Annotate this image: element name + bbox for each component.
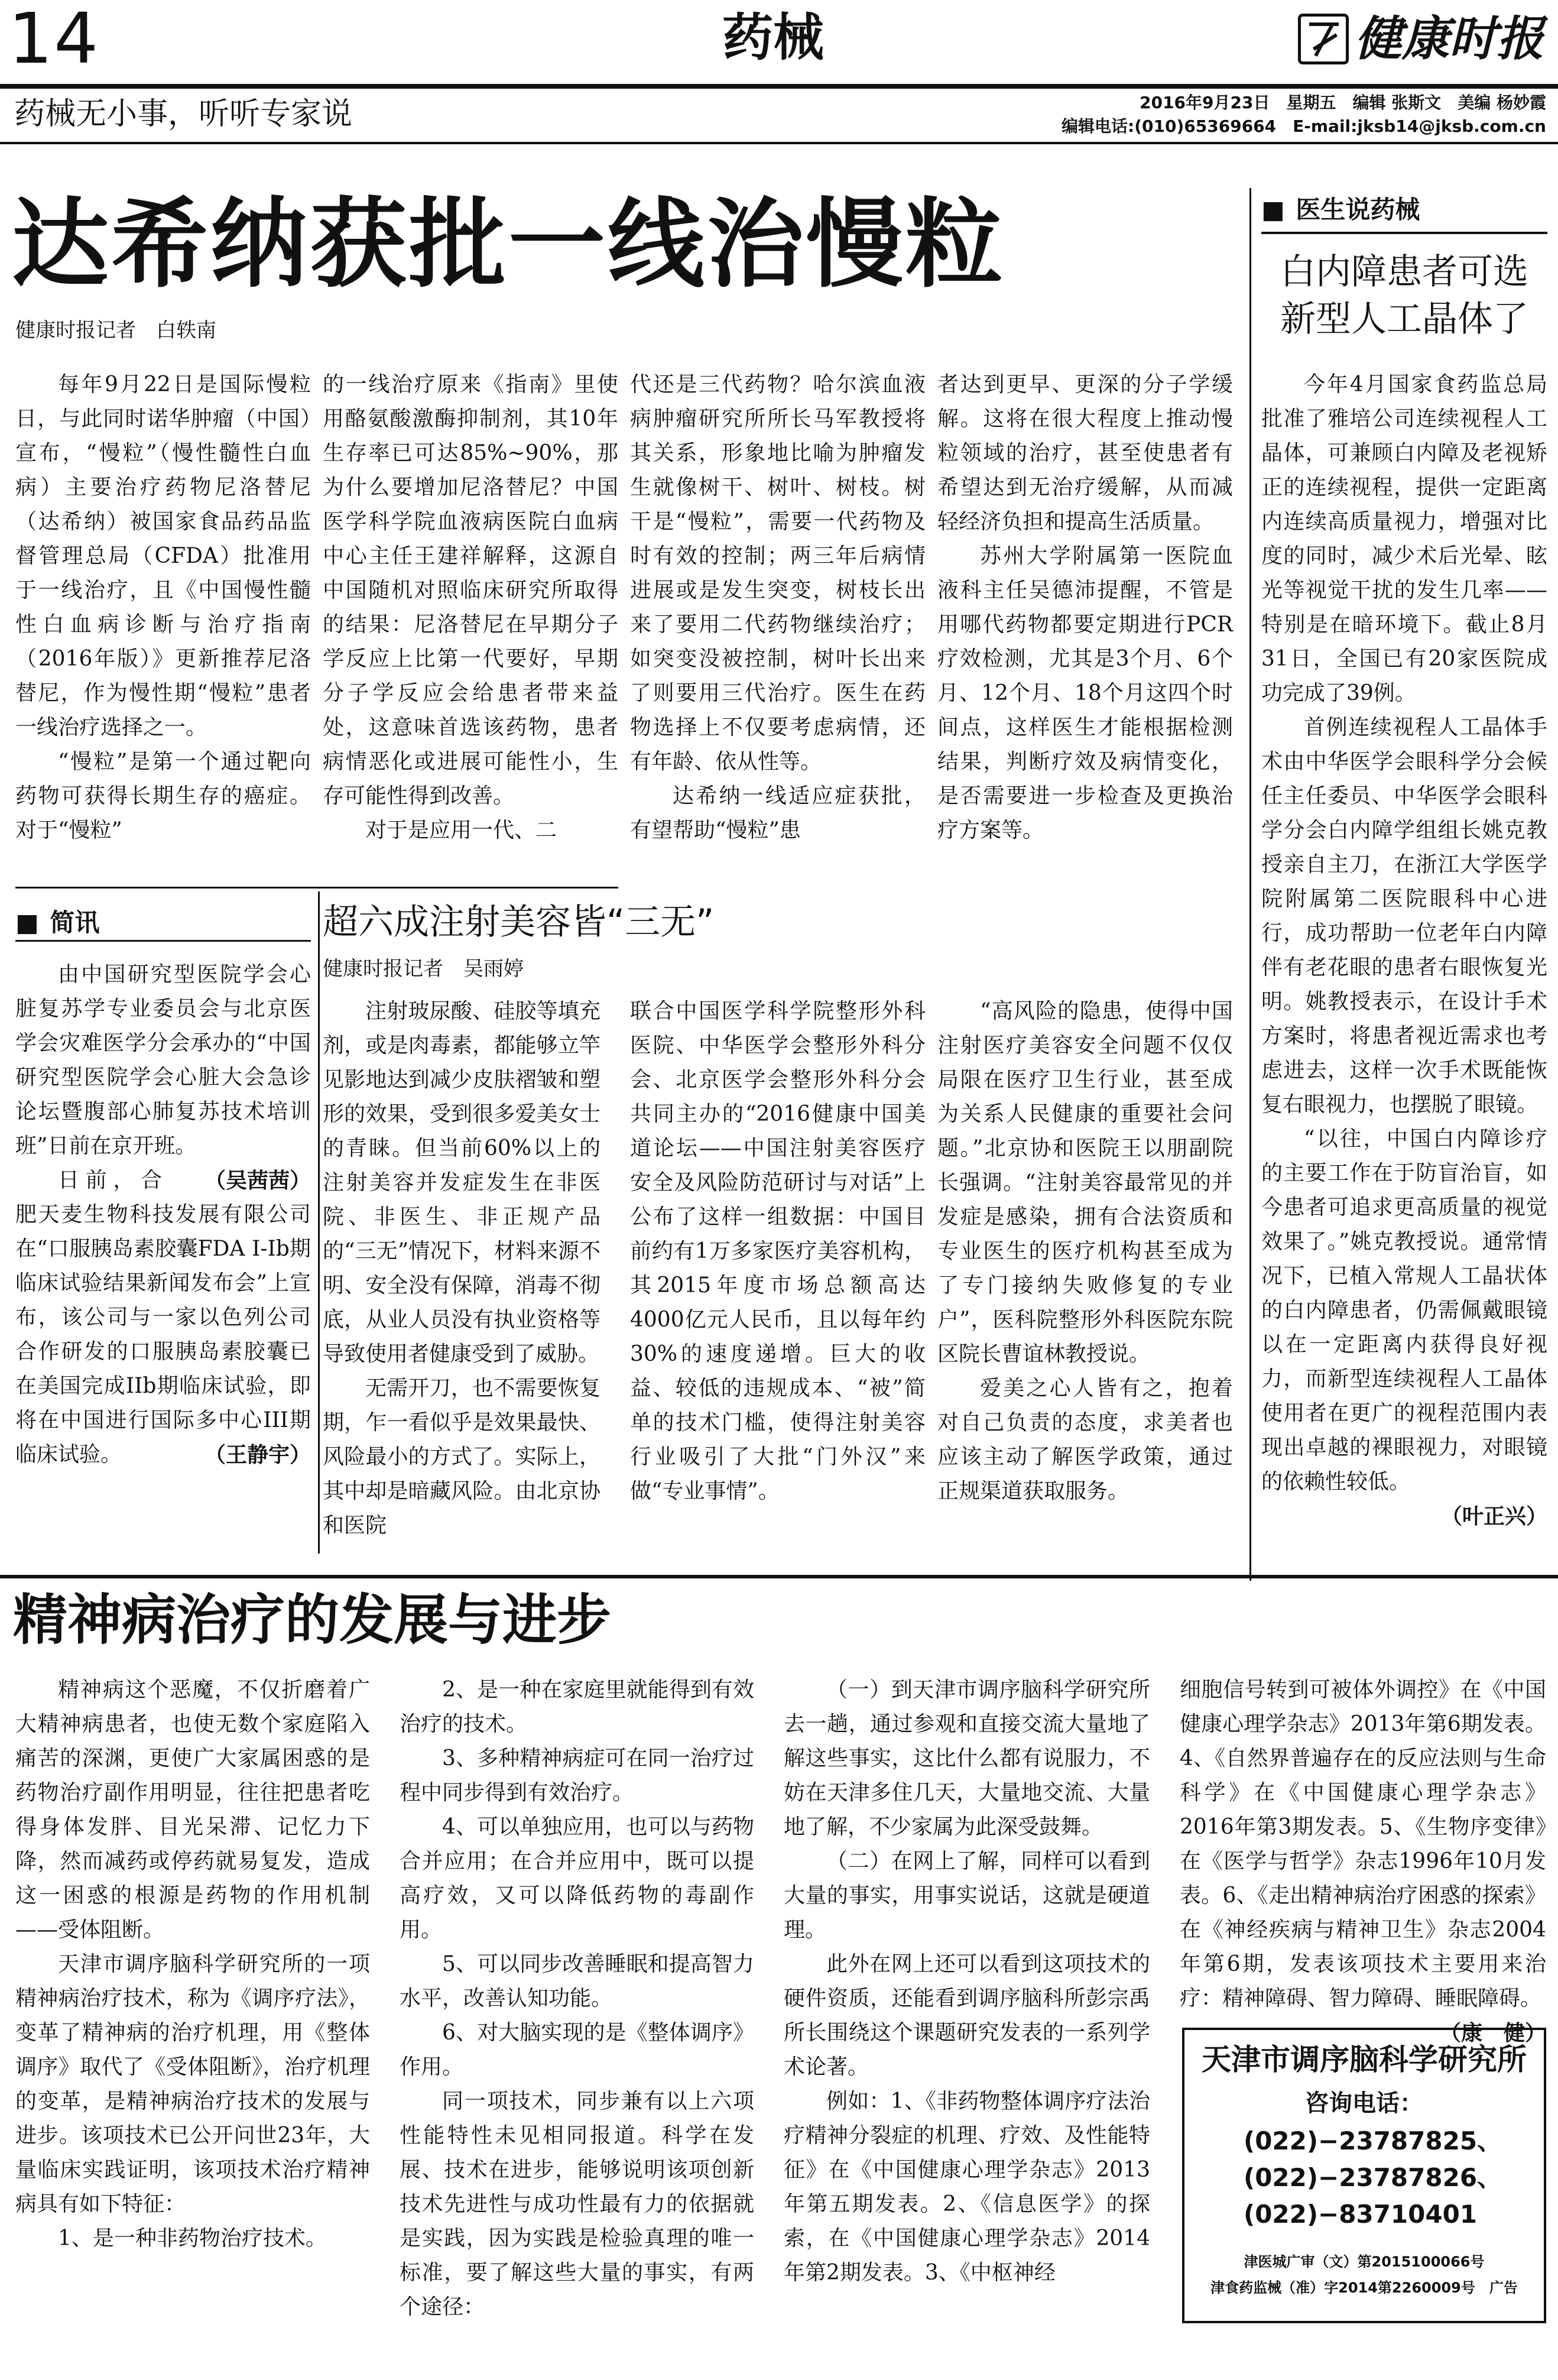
- page-slogan: 药械无小事，听听专家说: [14, 96, 353, 132]
- paragraph: 苏州大学附属第一医院血液科主任吴德沛提醒，不管是用哪代药物都要定期进行PCR疗效检测，尤其是3个月、6个月、12个月、18个月这四个时间点，这样医生才能根据检测结果，判断疗效及病情变化，是否需要进一步检查及更换治疗方案等。: [937, 544, 1233, 842]
- newspaper-logo: [1298, 11, 1544, 67]
- lead-column-1: [15, 368, 311, 882]
- ad-consult-label: 咨询电话：: [1305, 2090, 1423, 2117]
- paragraph: 4、可以单独应用，也可以与药物合并应用；在合并应用中，既可以提高疗效，又可以降低药物的毒副作用。: [400, 1815, 754, 1942]
- psych-column-1: [15, 1673, 370, 2347]
- author-signature: （王静宇）: [204, 1442, 311, 1467]
- paragraph: 的一线治疗原来《指南》里使用酪氨酸激酶抑制剂，其10年生存率已可达85%~90%，那为什么要增加尼洛替尼？中国医学科学院血液病医院白血病中心主任王建祥解释，这源自中国随机对照临床研究所取得的结果：尼洛替尼在早期分子学反应上比第一代要好，早期分子学反应会给患者带来益处，这意味首选该药物，患者病情恶化或进展可能性小，生存可能性得到改善。: [323, 372, 618, 808]
- paragraph: 今年4月国家食药监总局批准了雅培公司连续视程人工晶体，可兼顾白内障及老视矫正的连续视程，提供一定距离内连续高质量视力，增强对比度的同时，减少术后光晕、眩光等视觉干扰的发生几率——特别是在暗环境下。截止8月31日，全国已有20家医院成功完成了39例。: [1261, 372, 1547, 705]
- psych-column-2: [400, 1673, 754, 2347]
- logo-emblem-icon: [1298, 14, 1349, 64]
- ad-phone: (022)−83710401: [1244, 2200, 1478, 2229]
- brief-body: [15, 958, 311, 1555]
- ad-phone: (022)−23787826、: [1244, 2163, 1502, 2192]
- paragraph: （二）在网上了解，同样可以看到大量的事实，用事实说话，这就是硬道理。: [784, 1849, 1150, 1942]
- paragraph: 细胞信号转到可被体外调控》在《中国健康心理学杂志》2013年第6期发表。4、《自然界普遍存在的反应法则与生命科学》在《中国健康心理学杂志》2016年第3期发表。5、《生物序变律》在《医学与哲学》杂志1996年10月发表。6、《走出精神病治疗困惑的探索》在《神经疾病与精神卫生》杂志2004年第6期，发表该项技术主要用来治疗：精神障碍、智力障碍、睡眠障碍。 （康 健）: [1180, 1673, 1546, 2016]
- paragraph: 爱美之心人皆有之，抱着对自己负责的态度，求美者也应该主动了解医学政策，通过正规渠道获取服务。: [937, 1376, 1233, 1503]
- paragraph: 6、对大脑实现的是《整体调序》作用。: [400, 2021, 754, 2079]
- beauty-byline: 健康时报记者 吴雨婷: [323, 957, 524, 981]
- paragraph: 2、是一种在家庭里就能得到有效治疗的技术。: [400, 1678, 754, 1736]
- paragraph: 无需开刀，也不需要恢复期，乍一看似乎是效果最快、风险最小的方式了。实际上，其中却是暗藏风险。由北京协和医院: [323, 1376, 601, 1538]
- paragraph: 由中国研究型医院学会心脏复苏学专业委员会与北京医学会灾难医学分会承办的“中国研究型医院学会心脏大会急诊论坛暨腹部心肺复苏技术培训班”日前在京开班。 （吴茜茜）: [15, 958, 311, 1163]
- paragraph: 此外在网上还可以看到这项技术的硬件资质，还能看到调序脑科所彭宗禹所长围绕这个课题研究发表的一系列学术论著。: [784, 1952, 1150, 2079]
- paragraph: （一）到天津市调序脑科学研究所去一趟，通过参观和直接交流大量地了解这些事实，这比什么都有说服力，不妨在天津多住几天，大量地交流、大量地了解，不少家属为此深受鼓舞。: [784, 1678, 1150, 1839]
- paragraph: 日前，合肥天麦生物科技发展有限公司在“口服胰岛素胶囊FDA I-Ib期临床试验结果新闻发布会”上宣布，该公司与一家以色列公司合作研发的口服胰岛素胶囊已在美国完成IIb期临床试验，即将在中国进行国际多中心III期临床试验。 （王静宇）: [15, 1163, 311, 1472]
- paragraph: 每年9月22日是国际慢粒日，与此同时诺华肿瘤（中国）宣布，“慢粒”（慢性髓性白血病）主要治疗药物尼洛替尼（达希纳）被国家食品药品监督管理总局（CFDA）批准用于一线治疗，且《中国慢性髓性白血病诊断与治疗指南（2016年版）》更新推荐尼洛替尼，作为慢性期“慢粒”患者一线治疗选择之一。: [15, 372, 311, 740]
- date-editor-line: 2016年9月23日 星期五 编辑 张斯文 美编 杨妙霞: [1140, 93, 1546, 112]
- ad-license: 津医城广审（文）第2015100066号: [1244, 2253, 1485, 2270]
- psych-headline: 精神病治疗的发展与进步: [13, 1588, 612, 1652]
- beauty-column-1: [323, 994, 601, 1556]
- beauty-headline: 超六成注射美容皆“三无”: [323, 902, 715, 943]
- author-signature: （康 健）: [1439, 2021, 1546, 2045]
- lead-column-3: [630, 368, 926, 882]
- paragraph: 同一项技术，同步兼有以上六项性能特性未见相同报道。科学在发展、技术在进步，能够说明该项创新技术先进性与成功性最有力的依据就是实践，因为实践是检验真理的唯一标准，要了解这些大量的事实，有两个途径：: [400, 2089, 754, 2319]
- lead-byline: 健康时报记者 白轶南: [15, 319, 216, 342]
- lead-column-2: [323, 368, 618, 882]
- doctor-headline: 白内障患者可选 新型人工晶体了: [1280, 251, 1528, 340]
- ad-phone: (022)−23787825、: [1244, 2126, 1502, 2155]
- lead-column-4: [937, 368, 1233, 882]
- logo-text: 健康时报: [1355, 11, 1544, 66]
- author-signature: （叶正兴）: [1440, 1504, 1547, 1529]
- paragraph: 5、可以同步改善睡眠和提高智力水平，改善认知功能。: [400, 1952, 754, 2011]
- ad-organization: 天津市调序脑科学研究所: [1202, 2042, 1527, 2077]
- paragraph: 者达到更早、更深的分子学缓解。这将在很大程度上推动慢粒领域的治疗，甚至使患者有希望达到无治疗缓解，从而减轻经济负担和提高生活质量。: [937, 372, 1233, 534]
- contact-line: 编辑电话:(010)65369664 E-mail:jksb14@jksb.com.cn: [1062, 116, 1546, 136]
- psych-column-3: [784, 1673, 1150, 2347]
- ad-license: 津食药监械（准）字2014第2260009号 广告: [1210, 2280, 1518, 2296]
- beauty-column-3: [937, 994, 1233, 1556]
- paragraph: 1、是一种非药物治疗技术。: [58, 2226, 327, 2251]
- paragraph: 精神病这个恶魔，不仅折磨着广大精神病患者，也使无数个家庭陷入痛苦的深渊，更使广大家属困惑的是药物治疗副作用明显，往往把患者吃得身体发胖、目光呆滞、记忆力下降，然而减药或停药就易复发，造成这一困惑的根源是药物的作用机制——受体阻断。: [15, 1678, 370, 1942]
- paragraph: “慢粒”是第一个通过靶向药物可获得长期生存的癌症。对于“慢粒”: [15, 750, 311, 842]
- paragraph: 达希纳一线适应症获批，有望帮助“慢粒”患: [630, 784, 926, 842]
- author-signature: （吴茜茜）: [204, 1168, 311, 1193]
- doctor-body: [1261, 368, 1547, 1562]
- lead-headline: 达希纳获批一线治慢粒: [12, 187, 1005, 301]
- brief-section-label: ■ 简讯: [15, 903, 99, 939]
- paragraph: 注射玻尿酸、硅胶等填充剂，或是肉毒素，都能够立竿见影地达到减少皮肤褶皱和塑形的效果，受到很多爱美女士的青睐。但当前60%以上的注射美容并发症发生在非医院、非医生、非正规产品的“三无”情况下，材料来源不明、安全没有保障，消毒不彻底，从业人员没有执业资格等导致使用者健康受到了威胁。: [323, 999, 601, 1366]
- paragraph: 联合中国医学科学院整形外科医院、中华医学会整形外科分会、北京医学会整形外科分会共同主办的“2016健康中国美道论坛——中国注射美容医疗安全及风险防范研讨与对话”上公布了这样一组数据：中国目前约有1万多家医疗美容机构，其2015年度市场总额高达4000亿元人民币，且以每年约30%的速度递增。巨大的收益、较低的违规成本、“被”简单的技术门槛，使得注射美容行业吸引了大批“门外汉”来做“专业事情”。: [630, 999, 926, 1503]
- paragraph: “高风险的隐患，使得中国注射医疗美容安全问题不仅仅局限在医疗卫生行业，甚至成为关系人民健康的重要社会问题。”北京协和医院王以朋副院长强调。“注射美容最常见的并发症是感染，拥有合法资质和专业医生的医疗机构甚至成为了专门接纳失败修复的专业户”，医科院整形外科医院东院区院长曹谊林教授说。: [937, 999, 1233, 1366]
- advertisement-box: [1182, 2028, 1546, 2323]
- beauty-column-2: [630, 994, 926, 1556]
- paragraph: 首例连续视程人工晶体手术由中华医学会眼科学分会候任主任委员、中华医学会眼科学分会白内障学组组长姚克教授亲自主刀，在浙江大学医学院附属第二医院眼科中心进行，成功帮助一位老年白内障伴有老花眼的患者右眼恢复光明。姚教授表示，在设计手术方案时，将患者视近需求也考虑进去，这样一次手术既能恢复右眼视力，也摆脱了眼镜。: [1261, 715, 1547, 1117]
- paragraph: 例如：1、《非药物整体调序疗法治疗精神分裂症的机理、疗效、及性能特征》在《中国健康心理学杂志》2013年第五期发表。2、《信息医学》的探索，在《中国健康心理学杂志》2014年第2期发表。3、《中枢神经: [784, 2089, 1150, 2285]
- section-name: 药械: [722, 8, 824, 67]
- paragraph: 代还是三代药物？哈尔滨血液病肿瘤研究所所长马军教授将其关系，形象地比喻为肿瘤发生就像树干、树叶、树枝。树干是“慢粒”，需要一代药物及时有效的控制；两三年后病情进展或是发生突变，树枝长出来了要用二代药物继续治疗；如突变没被控制，树叶长出来了则要用三代治疗。医生在药物选择上不仅要考虑病情，还有年龄、依从性等。: [630, 372, 926, 774]
- paragraph: 天津市调序脑科学研究所的一项精神病治疗技术，称为《调序疗法》，变革了精神病的治疗机理，用《整体调序》取代了《受体阻断》，治疗机理的变革，是精神病治疗技术的发展与进步。该项技术已公开问世23年，大量临床实践证明，该项技术治疗精神病具有如下特征：: [15, 1952, 370, 2216]
- paragraph: 3、多种精神病症可在同一治疗过程中同步得到有效治疗。: [400, 1746, 754, 1805]
- paragraph: “以往，中国白内障诊疗的主要工作在于防盲治盲，如今患者可追求更高质量的视觉效果了。”姚克教授说。通常情况下，已植入常规人工晶状体的白内障患者，仍需佩戴眼镜以在一定距离内获得良好视力，而新型连续视程人工晶体使用者在更广的视程范围内表现出卓越的裸眼视力，对眼镜的依赖性较低。 （叶正兴）: [1261, 1122, 1547, 1499]
- page-number: 14: [8, 0, 100, 79]
- psych-column-4: [1180, 1673, 1546, 2045]
- doctor-section-label: ■ 医生说药械: [1261, 190, 1420, 226]
- paragraph: 对于是应用一代、二: [365, 818, 557, 842]
